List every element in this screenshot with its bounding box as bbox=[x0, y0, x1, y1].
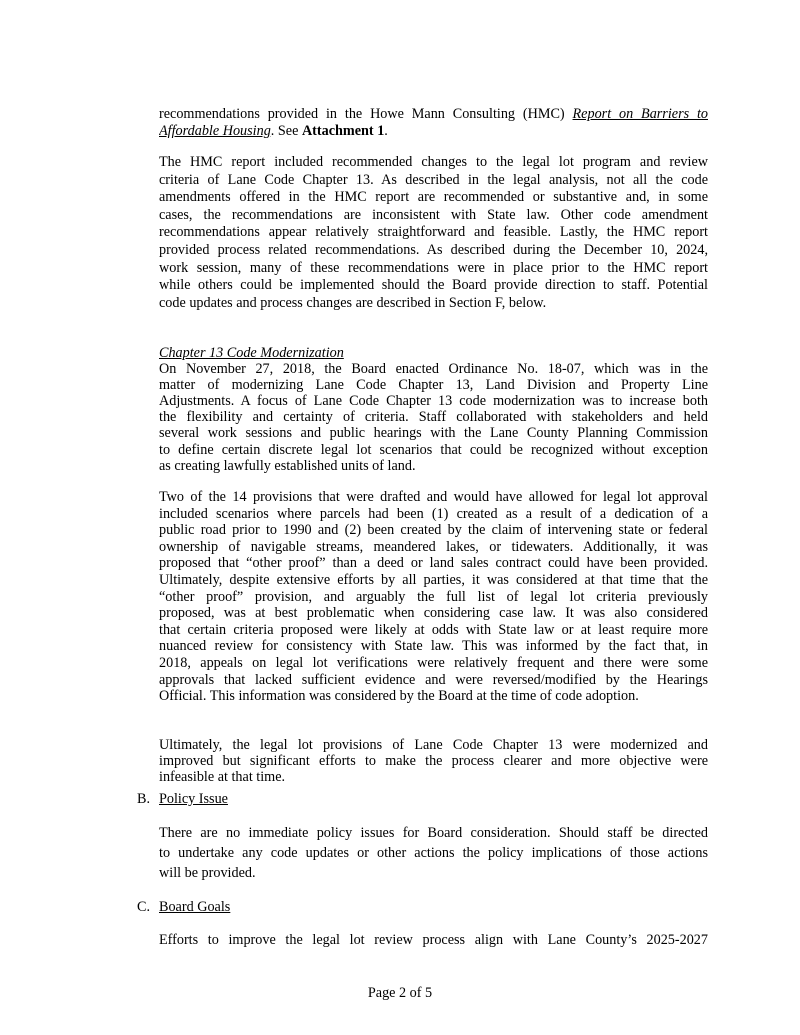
chapter-13-heading: Chapter 13 Code Modernization bbox=[159, 345, 344, 361]
provisions-paragraph bbox=[159, 489, 708, 705]
text-line: as creating lawfully established units of land. bbox=[159, 457, 416, 474]
text-line: proposed, was at best problematic when considering case law. It was also considered bbox=[159, 605, 708, 622]
section-b-letter: B. bbox=[137, 791, 151, 807]
text-line: while others could be implemented should the Board provide direction to staff. Potential bbox=[159, 277, 708, 294]
section-c-paragraph bbox=[159, 931, 708, 949]
attachment-reference: Attachment 1 bbox=[301, 122, 385, 139]
text-line: Two of the 14 provisions that were drafted and would have allowed for legal lot approval bbox=[159, 489, 708, 505]
text-line: that certain criteria proposed were likely at odds with State law or at least require more bbox=[159, 621, 708, 638]
page-number: Page 2 of 5 bbox=[367, 985, 433, 1001]
text-line: Adjustments. A focus of Lane Code Chapter 13 code modernization was to increase both bbox=[159, 393, 708, 410]
text-line: code updates and process changes are described in Section F, below. bbox=[159, 294, 547, 311]
section-b-heading: Policy Issue bbox=[159, 791, 228, 807]
report-title-link: Report on Barriers to bbox=[572, 106, 708, 122]
hmc-report-paragraph bbox=[159, 154, 708, 312]
text-line: amendments offered in the HMC report are recommended or substantive and, in some bbox=[159, 189, 708, 206]
text-line: to undertake any code updates or other actions the policy implications of those actions bbox=[159, 845, 708, 861]
text-line: On November 27, 2018, the Board enacted Ordinance No. 18-07, which was in the bbox=[159, 361, 708, 378]
text-line: several work sessions and public hearings with the Lane County Planning Commission bbox=[159, 425, 708, 442]
text-line: proposed that “other proof” than a deed or land sales contract could have been provided. bbox=[159, 555, 708, 572]
text-line: Official. This information was considered by the Board at the time of code adoption. bbox=[159, 688, 639, 705]
text-line: cases, the recommendations are inconsistent with State law. Other code amendment bbox=[159, 206, 708, 223]
report-title-link: Affordable Housing bbox=[159, 122, 271, 139]
text-line bbox=[159, 106, 708, 123]
text-line: Ultimately, the legal lot provisions of Lane Code Chapter 13 were modernized and bbox=[159, 737, 708, 753]
text-line: criteria of Lane Code Chapter 13. As described in the legal analysis, not all the code bbox=[159, 171, 708, 188]
text-line: infeasible at that time. bbox=[159, 769, 286, 785]
text-line: recommendations appear relatively straightforward and feasible. Lastly, the HMC report bbox=[159, 224, 708, 241]
text-segment: . bbox=[384, 122, 388, 139]
text-line bbox=[159, 123, 708, 140]
intro-paragraph bbox=[159, 106, 708, 139]
section-c-letter: C. bbox=[137, 899, 151, 915]
text-line: the flexibility and certainty of criteria. Staff collaborated with stakeholders and held bbox=[159, 409, 708, 426]
text-line: Efforts to improve the legal lot review process align with Lane County’s 2025-2027 bbox=[159, 932, 708, 948]
text-line: included scenarios where parcels had been (1) created as a result of a dedication of a bbox=[159, 505, 708, 522]
text-segment: . See bbox=[270, 122, 302, 139]
text-line: There are no immediate policy issues for Board consideration. Should staff be directed bbox=[159, 825, 708, 841]
text-line: The HMC report included recommended changes to the legal lot program and review bbox=[159, 154, 708, 170]
text-line: will be provided. bbox=[159, 865, 256, 881]
section-c-heading: Board Goals bbox=[159, 899, 231, 915]
text-line: 2018, appeals on legal lot verifications were relatively frequent and there were some bbox=[159, 654, 708, 671]
text-line: improved but significant efforts to make the process clearer and more objective were bbox=[159, 753, 708, 769]
ultimately-paragraph bbox=[159, 737, 708, 785]
chapter-13-paragraph bbox=[159, 361, 708, 474]
text-line: matter of modernizing Lane Code Chapter 13, Land Division and Property Line bbox=[159, 377, 708, 394]
text-line: “other proof” provision, and arguably the full list of legal lot criteria previously bbox=[159, 588, 708, 605]
text-line: ownership of navigable streams, meandered lakes, or tidewaters. Additionally, it was bbox=[159, 538, 708, 555]
text-line: work session, many of these recommendations were in place prior to the HMC report bbox=[159, 259, 708, 276]
text-segment: recommendations provided in the Howe Mann Consulting (HMC) bbox=[159, 106, 573, 122]
text-line: nuanced review for consistency with State law. This was informed by the fact that, in bbox=[159, 638, 708, 655]
chapter-13-section bbox=[159, 345, 708, 474]
text-line: to define certain discrete legal lot scenarios that could be recognized without exception bbox=[159, 441, 708, 458]
section-b-paragraph bbox=[159, 823, 708, 883]
text-line: approvals that lacked sufficient evidence and were reversed/modified by the Hearings bbox=[159, 671, 708, 688]
text-line: Ultimately, despite extensive efforts by all parties, it was considered at that time that the bbox=[159, 571, 708, 588]
text-line: public road prior to 1990 and (2) been created by the claim of intervening state or federal bbox=[159, 522, 708, 539]
text-line: provided process related recommendations. As described during the December 10, 2024, bbox=[159, 241, 708, 258]
